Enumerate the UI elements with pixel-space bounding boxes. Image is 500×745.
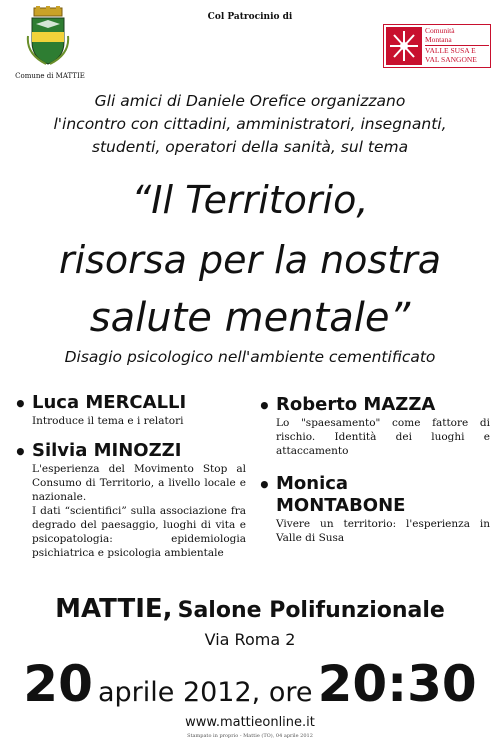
event-time: 20:30 — [317, 655, 477, 713]
comune-label: Comune di MATTIE — [15, 72, 85, 80]
speaker-name: Luca MERCALLI — [32, 392, 187, 413]
patrocinio-label: Col Patrocinio di — [207, 12, 293, 22]
comune-coat-of-arms — [26, 6, 70, 66]
date-month-year: aprile 2012, ore — [97, 677, 313, 708]
venue-address: Via Roma 2 — [204, 630, 296, 649]
date-day: 20 — [23, 655, 93, 713]
intro-line: studenti, operatori della sanità, sul tema — [91, 138, 409, 156]
speaker-name: Roberto MAZZA — [276, 394, 436, 415]
bullet-icon: • — [14, 392, 27, 416]
venue-place: Salone Polifunzionale — [177, 598, 445, 623]
title-line-3: salute mentale” — [89, 295, 411, 341]
bullet-icon: • — [14, 440, 27, 464]
speaker-name: Monica — [276, 473, 349, 494]
logo-line-1: Comunità — [425, 26, 455, 35]
speaker-block — [14, 440, 246, 560]
speaker-block — [14, 392, 242, 428]
speaker-block — [258, 473, 490, 545]
speaker-name: Silvia MINOZZI — [32, 440, 182, 461]
speaker-desc: Introduce il tema e i relatori — [32, 415, 184, 427]
subtitle: Disagio psicologico nell'ambiente cementificato — [64, 348, 436, 366]
website-link[interactable]: www.mattieonline.it — [185, 715, 315, 730]
intro-line: l'incontro con cittadini, amministratori, insegnanti, — [53, 115, 447, 133]
printed-note: Stampato in proprio - Mattie (TO), 04 aprile 2012 — [187, 733, 313, 739]
intro-text — [0, 90, 500, 159]
speaker-desc: I dati “scientifici” sulla associazione fra degrado del paesaggio, luoghi di vita e psicopatologia: epidemiologia psichiatrica e psicologia ambientale — [32, 505, 246, 559]
title-line-2: risorsa per la nostra — [58, 238, 442, 282]
logo-line-3: VALLE SUSA E — [425, 45, 489, 55]
speaker-desc: Vivere un territorio: l'esperienza in Valle di Susa — [276, 518, 490, 544]
comunita-montana-logo — [383, 24, 491, 68]
venue — [0, 594, 500, 624]
logo-line-4: VAL SANGONE — [425, 55, 477, 64]
speaker-block — [258, 394, 490, 458]
bullet-icon: • — [258, 473, 271, 497]
venue-city: MATTIE, — [55, 594, 173, 624]
cross-emblem-icon — [386, 27, 422, 65]
speaker-desc: Lo "spaesamento" come fattore di rischio. Identità dei luoghi e attaccamento — [276, 417, 490, 457]
bullet-icon: • — [258, 394, 271, 418]
speaker-name: MONTABONE — [276, 495, 406, 516]
intro-line: Gli amici di Daniele Orefice organizzano — [94, 92, 406, 110]
logo-line-2: Montana — [425, 35, 452, 44]
speaker-desc: L'esperienza del Movimento Stop al Consumo di Territorio, a livello locale e nazionale. — [32, 463, 246, 503]
title-line-1: “Il Territorio, — [131, 178, 369, 222]
